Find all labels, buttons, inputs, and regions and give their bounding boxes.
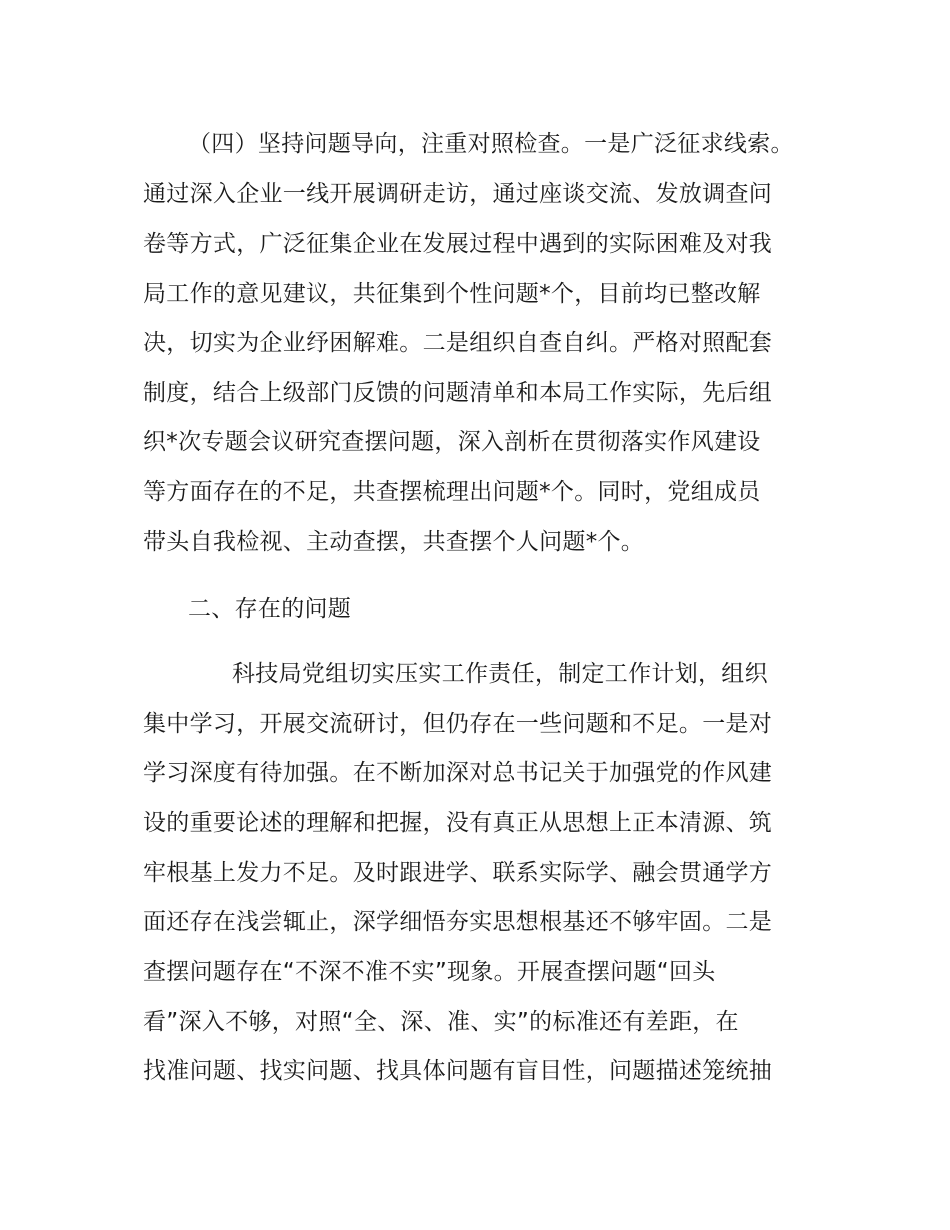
paragraph-line: 等方面存在的不足，共查摆梳理出问题*个。同时，党组成员 bbox=[143, 479, 761, 505]
paragraph-line: 制度，结合上级部门反馈的问题清单和本局工作实际，先后组 bbox=[143, 380, 773, 406]
paragraph-line: 卷等方式，广泛征集企业在发展过程中遇到的实际困难及对我 bbox=[143, 231, 773, 257]
paragraph-line: 织*次专题会议研究查摆问题，深入剖析在贯彻落实作风建设 bbox=[143, 429, 761, 455]
paragraph-line: 带头自我检视、主动查摆，共查摆个人问题*个。 bbox=[143, 529, 645, 555]
paragraph-line: （四）坚持问题导向，注重对照检查。一是广泛征求线索。 bbox=[188, 131, 794, 157]
paragraph-line: 查摆问题存在“不深不准不实”现象。开展查摆问题“回头 bbox=[143, 959, 716, 985]
paragraph-line: 找准问题、找实问题、找具体问题有盲目性，问题描述笼统抽 bbox=[143, 1058, 773, 1084]
paragraph-line: 面还存在浅尝辄止，深学细悟夯实思想根基还不够牢固。二是 bbox=[143, 909, 773, 935]
paragraph-line: 通过深入企业一线开展调研走访，通过座谈交流、发放调查问 bbox=[143, 181, 773, 207]
paragraph-line: 科技局党组切实压实工作责任，制定工作计划，组织 bbox=[232, 661, 768, 687]
section-heading: 二、存在的问题 bbox=[188, 596, 352, 622]
paragraph-line: 牢根基上发力不足。及时跟进学、联系实际学、融会贯通学方 bbox=[143, 860, 773, 886]
paragraph-line: 局工作的意见建议，共征集到个性问题*个，目前均已整改解 bbox=[143, 281, 761, 307]
paragraph-line: 学习深度有待加强。在不断加深对总书记关于加强党的作风建 bbox=[143, 760, 773, 786]
paragraph-line: 决，切实为企业纾困解难。二是组织自查自纠。严格对照配套 bbox=[143, 330, 773, 356]
paragraph-line: 集中学习，开展交流研讨，但仍存在一些问题和不足。一是对 bbox=[143, 711, 773, 737]
paragraph-line: 看”深入不够，对照“全、深、准、实”的标准还有差距，在 bbox=[143, 1009, 739, 1035]
paragraph-line: 设的重要论述的理解和把握，没有真正从思想上正本清源、筑 bbox=[143, 810, 773, 836]
